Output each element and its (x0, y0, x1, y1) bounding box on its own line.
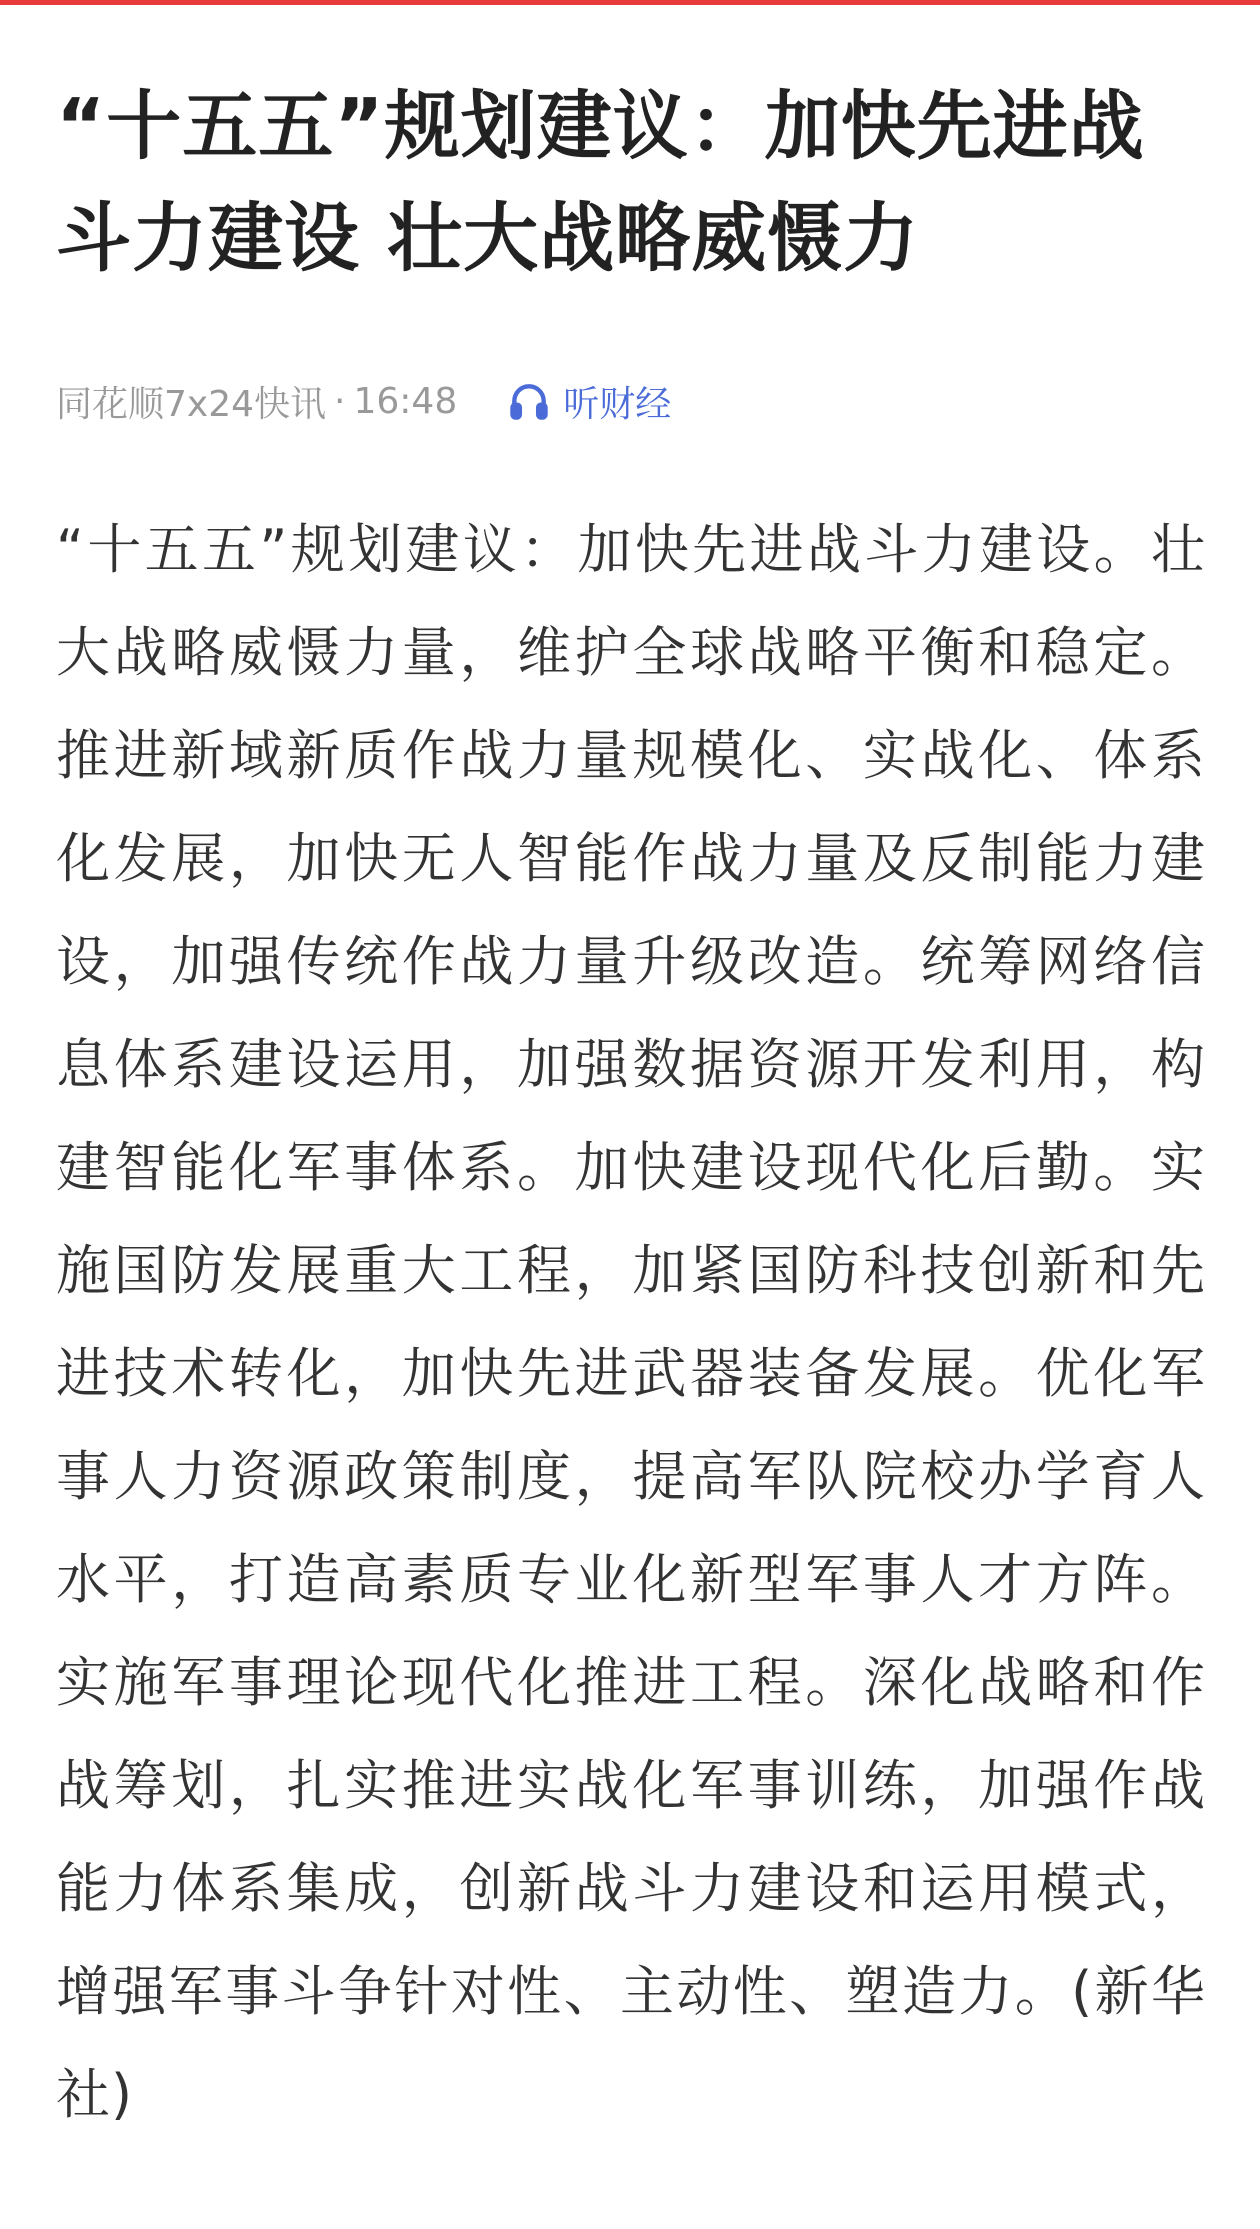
source-label: 同花顺7x24快讯 (56, 383, 327, 425)
headphone-icon (507, 379, 551, 423)
article-title: “十五五”规划建议：加快先进战斗力建设 壮大战略威慑力 (56, 82, 1145, 282)
top-accent-bar (0, 0, 1260, 5)
meta-separator: · (334, 380, 346, 422)
publish-time: 16:48 (353, 380, 458, 422)
article-body: “十五五”规划建议：加快先进战斗力建设。壮大战略威慑力量，维护全球战略平衡和稳定。推进新域新质作战力量规模化、实战化、体系化发展，加快无人智能作战力量及反制能力建设，加强传统作战力量升级改造。统筹网络信息体系建设运用，加强数据资源开发利用，构建智能化军事体系。加快建设现代化后勤。实施国防发展重大工程，加紧国防科技创新和先进技术转化，加快先进武器装备发展。优化军事人力资源政策制度，提高军队院校办学育人水平，打造高素质专业化新型军事人才方阵。实施军事理论现代化推进工程。深化战略和作战筹划，扎实推进实战化军事训练，加强作战能力体系集成，创新战斗力建设和运用模式，增强军事斗争针对性、主动性、塑造力。(新华社) (56, 518, 1206, 2126)
article (56, 70, 1206, 2146)
listen-button[interactable] (507, 376, 671, 427)
article-meta (56, 376, 1206, 426)
listen-label: 听财经 (563, 383, 672, 425)
